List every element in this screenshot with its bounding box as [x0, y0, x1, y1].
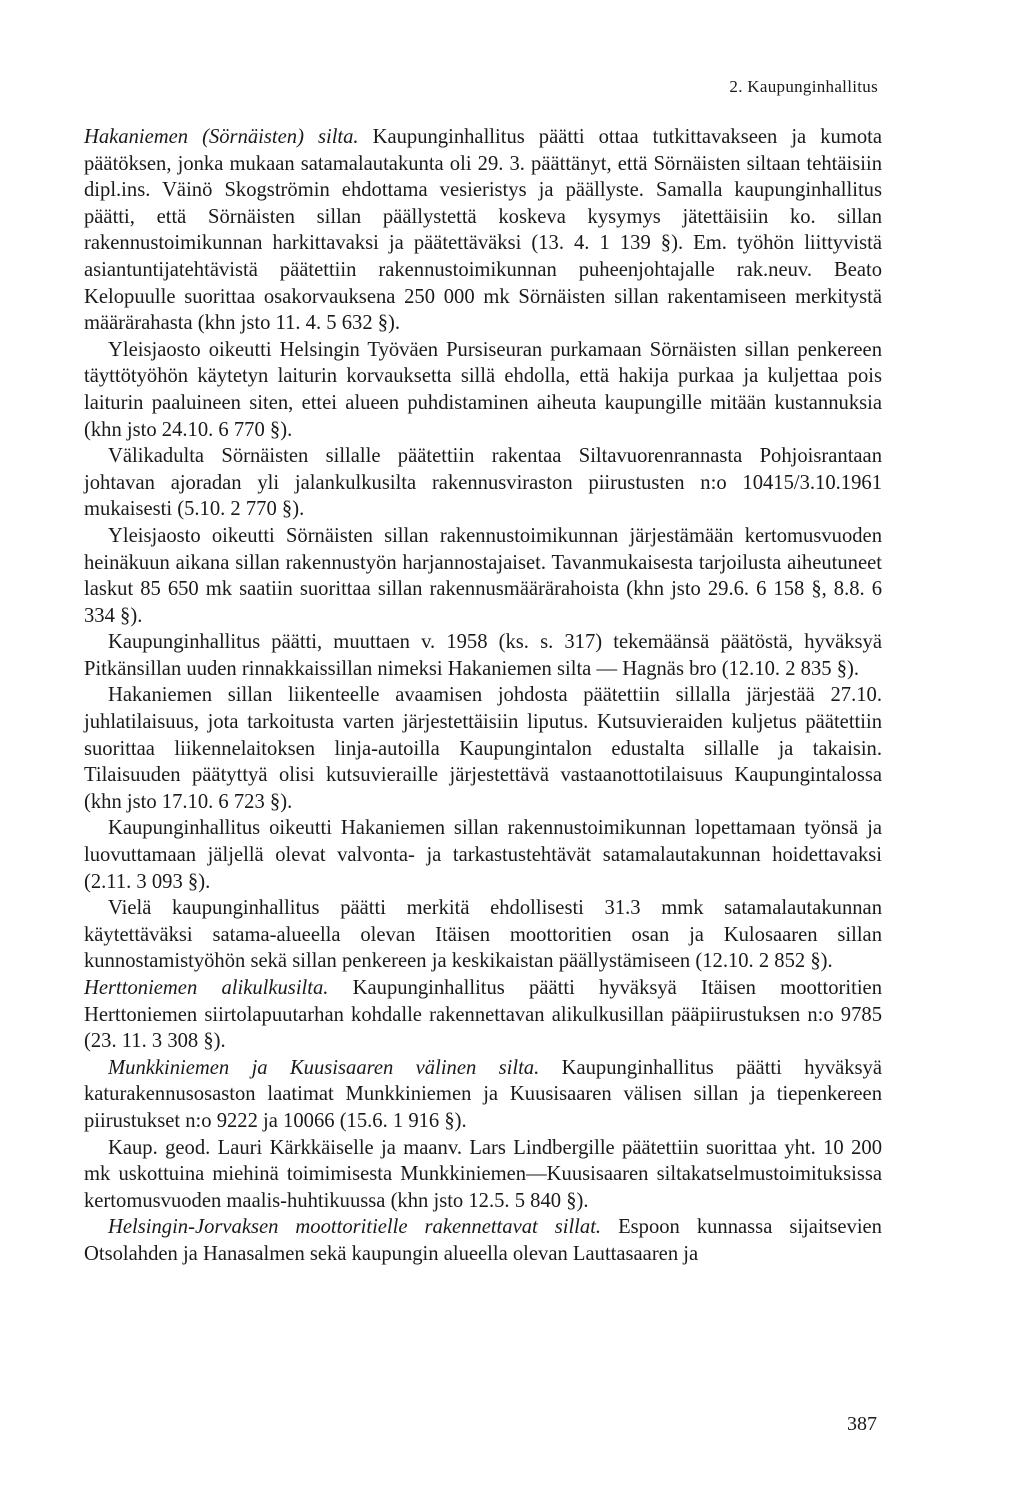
paragraph: [84, 975, 882, 1055]
paragraph: [84, 629, 882, 682]
paragraph-heading: Herttoniemen alikulkusilta.: [84, 977, 329, 999]
paragraph-text: Kaupunginhallitus oikeutti Hakaniemen sillan rakennustoimikunnan lopettamaan työnsä ja luovuttamaan jäljellä olevat valvonta- ja tarkastustehtävät satamalautakunnan hoidettavaksi (2.11. 3 093 §).: [84, 817, 882, 893]
paragraph-text: Välikadulta Sörnäisten sillalle päätettiin rakentaa Siltavuorenrannasta Pohjoisrantaan johtavan ajoradan yli jalankulkusilta rakennusviraston piirustusten n:o 10415/3.10.1961 mukaisesti (5.10. 2 770 §).: [84, 445, 882, 521]
paragraph-text: Kaupunginhallitus päätti, muuttaen v. 1958 (ks. s. 317) tekemäänsä päätöstä, hyväksyä Pitkänsillan uuden rinnakkaissillan nimeksi Hakaniemen silta — Hagnäs bro (12.10. 2 835 §).: [84, 631, 882, 680]
paragraph-heading: Munkkiniemen ja Kuusisaaren välinen silta.: [108, 1056, 540, 1079]
paragraph: [84, 895, 882, 975]
paragraph: [84, 1055, 882, 1135]
body-text: [84, 124, 882, 1268]
paragraph-text: Kaupunginhallitus päätti hyväksyä Itäisen moottoritien Herttoniemen siirtolapuutarhan kohdalle rakennettavan alikulkusillan pääpiirustuksen n:o 9785 (23. 11. 3 308 §).: [84, 977, 882, 1053]
paragraph: [84, 815, 882, 895]
paragraph: [84, 337, 882, 443]
paragraph-heading: Hakaniemen (Sörnäisten) silta.: [84, 126, 359, 148]
paragraph-text: Kaupunginhallitus päätti hyväksyä katurakennusosaston laatimat Munkkiniemen ja Kuusisaaren välisen sillan ja tiepenkereen piirustukset n:o 9222 ja 10066 (15.6. 1 916 §).: [84, 1056, 882, 1132]
paragraph-text: Kaupunginhallitus päätti ottaa tutkittavakseen ja kumota päätöksen, jonka mukaan satamalautakunta oli 29. 3. päättänyt, että Sörnäisten siltaan tehtäisiin dipl.ins. Väinö Skogströmin ehdottama vesieristys ja päällyste. Samalla kaupunginhallitus päätti, että Sörnäisten sillan päällystettä koskeva kysymys jätettäisiin ko. sillan rakennustoimikunnan harkittavaksi ja päätettäväksi (13. 4. 1 139 §). Em. työhön liittyvistä asiantuntijatehtävistä päätettiin rakennustoimikunnan puheenjohtajalle rak.neuv. Beato Kelopuulle suorittaa osakorvauksena 250 000 mk Sörnäisten sillan rakentamiseen merkitystä määrärahasta (khn jsto 11. 4. 5 632 §).: [84, 126, 882, 335]
paragraph-text: Espoon kunnassa sijaitsevien Otsolahden ja Hanasalmen sekä kaupungin alueella olevan Lauttasaaren ja: [84, 1216, 882, 1265]
page-number: 387: [847, 1413, 877, 1435]
paragraph-text: Kaup. geod. Lauri Kärkkäiselle ja maanv. Lars Lindbergille päätettiin suorittaa yht. 10 200 mk uskottuina miehinä toimimisesta Munkkiniemen—Kuusisaaren siltakatselmustoimituksissa kertomusvuoden maalis-huhtikuussa (khn jsto 12.5. 5 840 §).: [84, 1136, 882, 1212]
running-head: 2. Kaupunginhallitus: [729, 77, 878, 96]
paragraph-text: Vielä kaupunginhallitus päätti merkitä ehdollisesti 31.3 mmk satamalautakunnan käytettäväksi satama-alueella olevan Itäisen moottoritien osan ja Kulosaaren sillan kunnostamistyöhön sekä sillan penkereen ja keskikaistan päällystämiseen (12.10. 2 852 §).: [84, 897, 882, 973]
paragraph-text: Yleisjaosto oikeutti Helsingin Työväen Pursiseuran purkamaan Sörnäisten sillan penkereen täyttötyöhön käytetyn laiturin korvauksetta sillä ehdolla, että hakija purkaa ja kuljettaa pois laiturin paaluineen siten, ettei alueen puhdistaminen aiheuta kaupungille mitään kustannuksia (khn jsto 24.10. 6 770 §).: [84, 338, 882, 441]
paragraph-text: Hakaniemen sillan liikenteelle avaamisen johdosta päätettiin sillalla järjestää 27.10. juhlatilaisuus, jota tarkoitusta varten järjestettäisiin liputus. Kutsuvieraiden kuljetus päätettiin suorittaa liikennelaitoksen linja-autoilla Kaupungintalon edustalta sillalle ja takaisin. Tilaisuuden päätyttyä olisi kutsuvieraille järjestettävä vastaanottotilaisuus Kaupungintalossa (khn jsto 17.10. 6 723 §).: [84, 684, 882, 813]
paragraph-heading: Helsingin-Jorvaksen moottoritielle rakennettavat sillat.: [108, 1216, 602, 1239]
paragraph: [84, 682, 882, 815]
paragraph: [84, 124, 882, 337]
paragraph: [84, 1214, 882, 1267]
paragraph: [84, 1135, 882, 1215]
paragraph-text: Yleisjaosto oikeutti Sörnäisten sillan rakennustoimikunnan järjestämään kertomusvuoden heinäkuun aikana sillan rakennustyön harjannostajaiset. Tavanmukaisesta tarjoilusta aiheutuneet laskut 85 650 mk saatiin suorittaa sillan rakennusmäärärahoista (khn jsto 29.6. 6 158 §, 8.8. 6 334 §).: [84, 524, 882, 627]
paragraph: [84, 443, 882, 523]
paragraph: [84, 523, 882, 629]
